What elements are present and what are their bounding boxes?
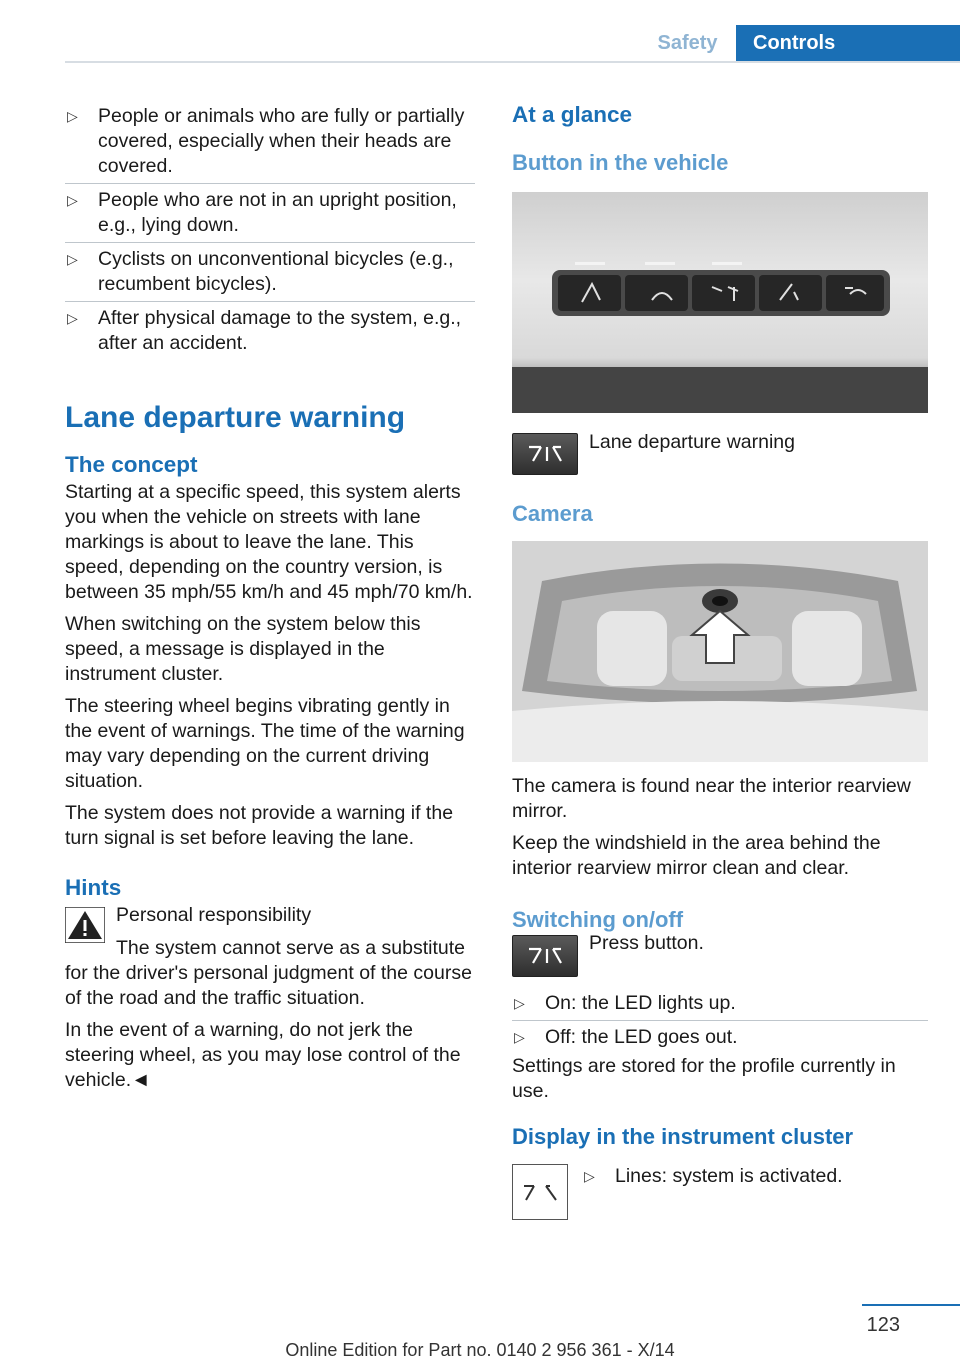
list-item: ▷ People or animals who are fully or partially covered, especially when their heads are covered.	[65, 100, 475, 183]
lane-lines-icon	[512, 1164, 568, 1220]
list-item: ▷ Cyclists on unconventional bicycles (e.g., recumbent bicycles).	[65, 242, 475, 301]
camera-paragraph-1: The camera is found near the interior rearview mirror.	[512, 775, 911, 822]
camera-paragraph-2: Keep the windshield in the area behind the interior rearview mirror clean and clear.	[512, 832, 881, 879]
button-panel-image	[512, 192, 928, 413]
footer-rule	[862, 1304, 960, 1306]
switch-list	[512, 987, 928, 1054]
right-column	[512, 100, 928, 1220]
tab-controls: Controls	[736, 25, 960, 63]
button-caption-row	[512, 433, 928, 475]
list-item: ▷ On: the LED lights up.	[512, 987, 928, 1020]
display-title: Display in the instrument cluster	[512, 1124, 854, 1149]
edition-text: Online Edition for Part no. 0140 2 956 361 - X/14	[285, 1340, 675, 1360]
list-item: ▷ After physical damage to the system, e.g., after an accident.	[65, 301, 475, 360]
hint-text-start: The system cannot serve as a substitute	[116, 937, 466, 959]
camera-photo	[512, 541, 928, 762]
hint-text-2: In the event of a warning, do not jerk the steering wheel, as you may lose control of the vehicle.◄	[65, 1019, 461, 1091]
concept-paragraph: When switching on the system below this speed, a message is displayed in the instrument cluster.	[65, 613, 421, 685]
switch-title: Switching on/off	[512, 907, 684, 932]
hint-block	[65, 904, 475, 961]
button-title: Button in the vehicle	[512, 150, 729, 175]
display-list	[582, 1160, 843, 1193]
hint-text: for the driver's personal judgment of the course of the road and the traffic situation.	[65, 962, 472, 1009]
list-item: ▷ Lines: system is activated.	[582, 1160, 843, 1193]
concept-paragraph: Starting at a specific speed, this system alerts you when the vehicle on streets with lane markings is about to leave the lane. This speed, depending on the country version, is between 35 mph/55 km/h and 45 mph/70 km/h.	[65, 481, 473, 603]
button-panel-photo	[512, 192, 928, 413]
left-column	[65, 100, 475, 1100]
hint-heading: Personal responsibility	[116, 904, 312, 926]
lane-departure-button-icon	[512, 433, 578, 475]
switch-caption: Press button.	[589, 932, 704, 954]
warning-icon	[65, 907, 105, 943]
at-glance-title: At a glance	[512, 102, 633, 127]
tab-safety: Safety	[657, 32, 718, 54]
concept-paragraph: The steering wheel begins vibrating gently in the event of warnings. The time of the warning may vary depending on the current driving situation.	[65, 695, 465, 792]
section-title: Lane departure warning	[65, 401, 406, 434]
exception-list	[65, 100, 475, 360]
display-row	[512, 1164, 928, 1220]
page-number: 123	[866, 1314, 900, 1336]
header-rule	[65, 61, 960, 63]
concept-paragraph: The system does not provide a warning if the turn signal is set before leaving the lane.	[65, 802, 454, 849]
hints-title: Hints	[65, 875, 122, 900]
list-item: ▷ Off: the LED goes out.	[512, 1020, 928, 1054]
page-header	[0, 25, 960, 63]
lane-departure-button-icon	[512, 935, 578, 977]
switch-row	[512, 932, 928, 977]
button-caption: Lane departure warning	[589, 431, 795, 453]
concept-title: The concept	[65, 452, 198, 477]
camera-title: Camera	[512, 501, 593, 526]
settings-text: Settings are stored for the profile currently in use.	[512, 1055, 896, 1102]
list-item: ▷ People who are not in an upright position, e.g., lying down.	[65, 183, 475, 242]
camera-image	[512, 541, 928, 762]
